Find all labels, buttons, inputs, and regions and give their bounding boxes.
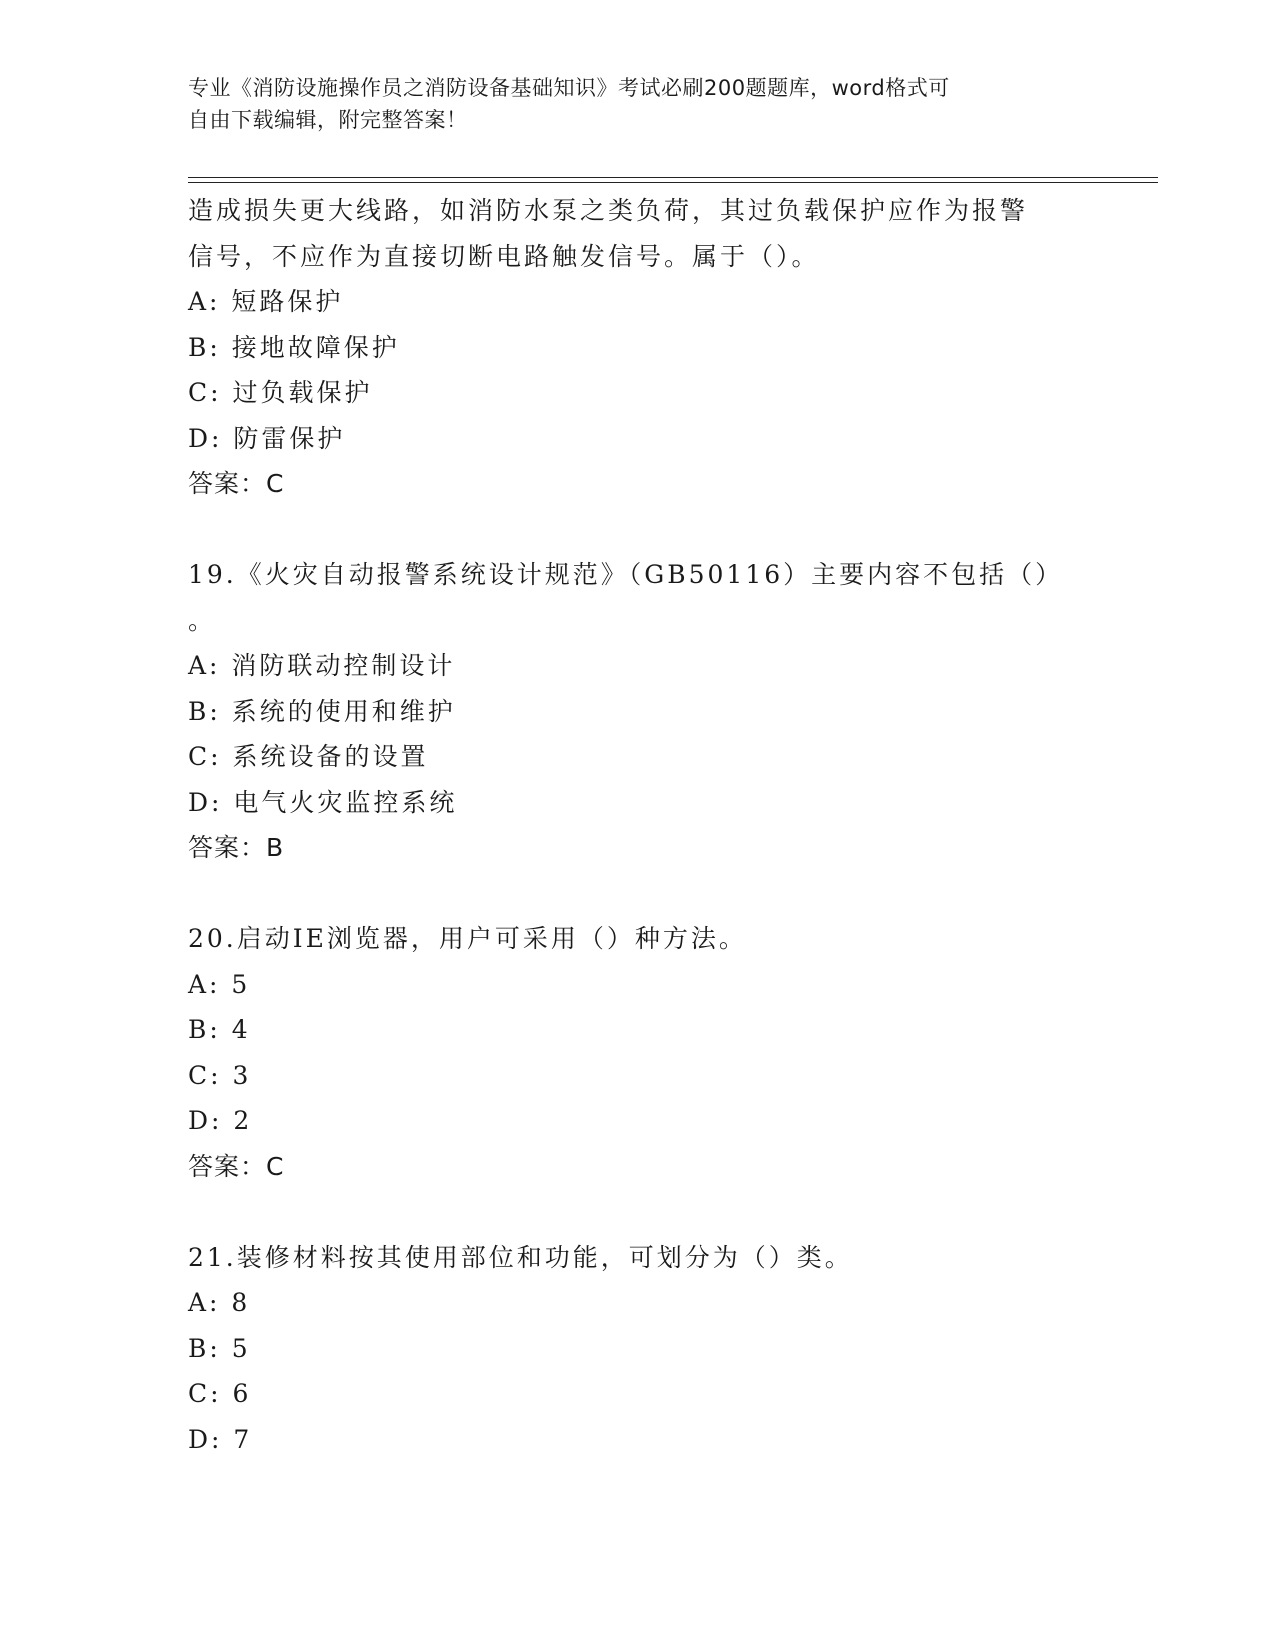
question-text: 19.《火灾自动报警系统设计规范》（GB50116）主要内容不包括（） xyxy=(188,560,1064,589)
header-line-1: 专业《消防设施操作员之消防设备基础知识》考试必刷200题题库，word格式可 xyxy=(188,76,950,100)
answer-line: 答案：C xyxy=(188,1151,285,1181)
option-c: C: 系统设备的设置 xyxy=(188,742,429,771)
spacer xyxy=(188,1189,1088,1235)
option-d: D: 7 xyxy=(188,1424,253,1454)
option-c: C: 过负载保护 xyxy=(188,378,373,407)
option-b: B: 4 xyxy=(188,1015,251,1044)
answer-line: 答案：B xyxy=(188,833,285,862)
question-list xyxy=(188,188,1088,1462)
option-b: B: 接地故障保护 xyxy=(188,332,400,362)
question-18 xyxy=(188,188,1088,507)
question-text: 信号，不应作为直接切断电路触发信号。属于（）。 xyxy=(188,241,820,271)
option-a: A: 8 xyxy=(188,1288,251,1317)
option-a: A: 5 xyxy=(188,969,251,999)
header-divider-top xyxy=(188,177,1158,178)
option-d: D: 防雷保护 xyxy=(188,423,346,453)
question-text: 20.启动IE浏览器，用户可采用（）种方法。 xyxy=(188,924,747,953)
question-text: 造成损失更大线路，如消防水泵之类负荷，其过负载保护应作为报警 xyxy=(188,196,1029,225)
question-19 xyxy=(188,552,1088,871)
option-c: C: 6 xyxy=(188,1379,252,1408)
header-divider-bottom xyxy=(188,182,1158,183)
option-a: A: 短路保护 xyxy=(188,287,344,316)
question-text: 21.装修材料按其使用部位和功能，可划分为（）类。 xyxy=(188,1242,853,1272)
answer-line: 答案：C xyxy=(188,469,285,498)
option-b: B: 系统的使用和维护 xyxy=(188,696,456,726)
option-b: B: 5 xyxy=(188,1333,251,1363)
spacer xyxy=(188,507,1088,553)
option-d: D: 2 xyxy=(188,1106,253,1135)
option-c: C: 3 xyxy=(188,1060,252,1090)
document-header xyxy=(188,72,1068,136)
question-20 xyxy=(188,916,1088,1189)
spacer xyxy=(188,871,1088,917)
question-text: 。 xyxy=(188,605,217,635)
option-d: D: 电气火灾监控系统 xyxy=(188,787,458,817)
header-line-2: 自由下载编辑，附完整答案！ xyxy=(188,108,468,132)
option-a: A: 消防联动控制设计 xyxy=(188,651,456,680)
question-21 xyxy=(188,1235,1088,1463)
